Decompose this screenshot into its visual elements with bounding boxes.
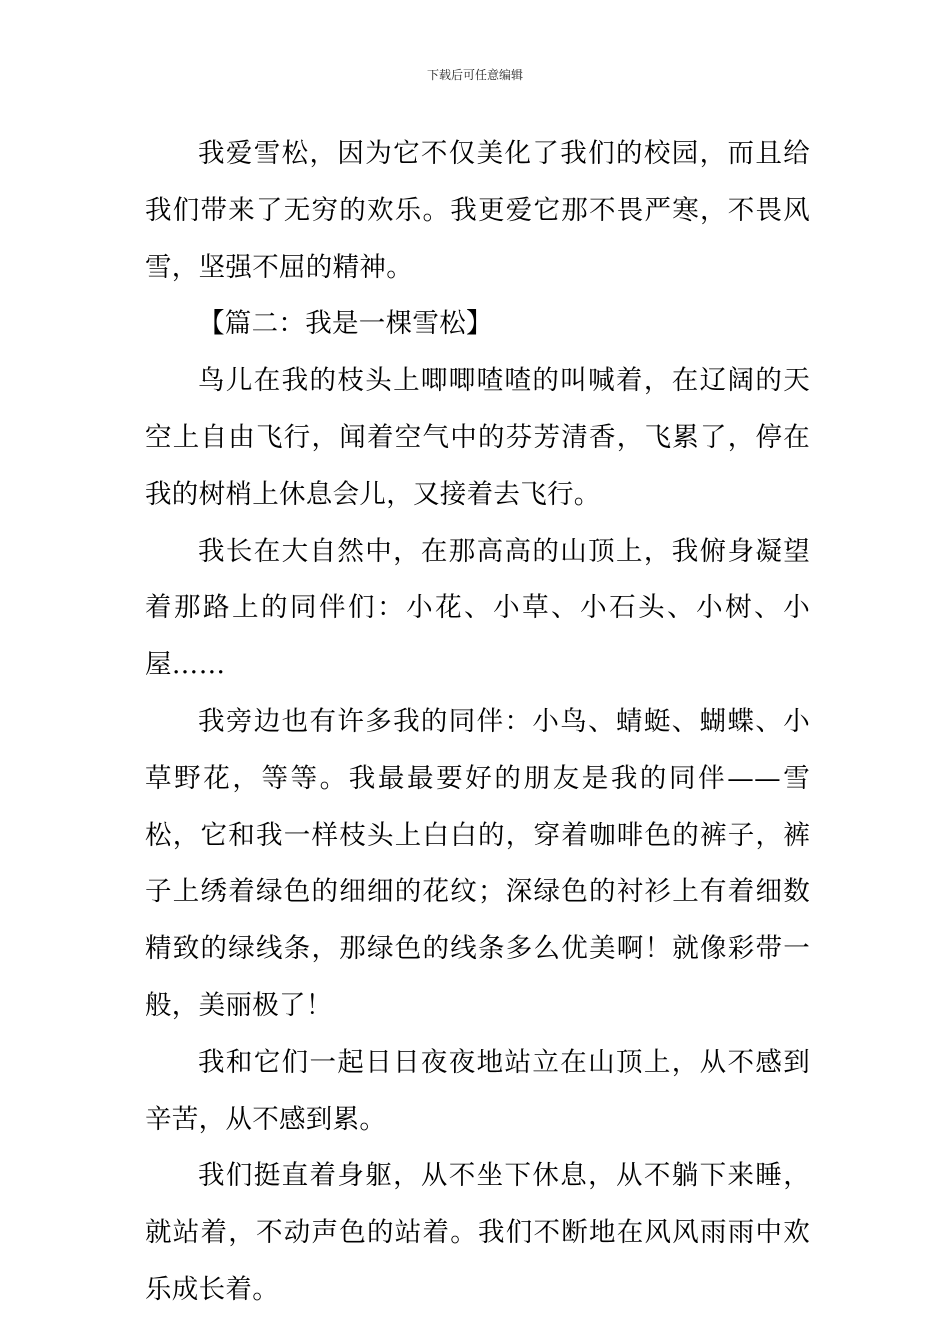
paragraph: 我和它们一起日日夜夜地站立在山顶上，从不感到辛苦，从不感到累。 (145, 1046, 810, 1135)
page-header: 下载后可任意编辑 (426, 68, 523, 82)
paragraph: 我们挺直着身躯，从不坐下休息，从不躺下来睡，就站着，不动声色的站着。我们不断地在风风雨雨中欢乐成长着。 (145, 1160, 810, 1305)
document-body (145, 126, 810, 1319)
paragraph: 我长在大自然中，在那高高的山顶上，我俯身凝望着那路上的同伴们：小花、小草、小石头、小树、小屋…… (145, 535, 810, 681)
paragraph: 我爱雪松，因为它不仅美化了我们的校园，而且给我们带来了无穷的欢乐。我更爱它那不畏严寒，不畏风雪，坚强不屈的精神。 (145, 138, 810, 283)
paragraph: 我旁边也有许多我的同伴：小鸟、蜻蜓、蝴蝶、小草野花，等等。我最最要好的朋友是我的同伴——雪松，它和我一样枝头上白白的，穿着咖啡色的裤子，裤子上绣着绿色的细细的花纹；深绿色的衬衫上有着细数精致的绿线条，那绿色的线条多么优美啊！就像彩带一般，美丽极了！ (145, 705, 810, 1021)
section-heading: 【篇二：我是一棵雪松】 (198, 308, 493, 340)
paragraph: 鸟儿在我的枝头上唧唧喳喳的叫喊着，在辽阔的天空上自由飞行，闻着空气中的芬芳清香，飞累了，停在我的树梢上休息会儿，又接着去飞行。 (145, 365, 810, 510)
